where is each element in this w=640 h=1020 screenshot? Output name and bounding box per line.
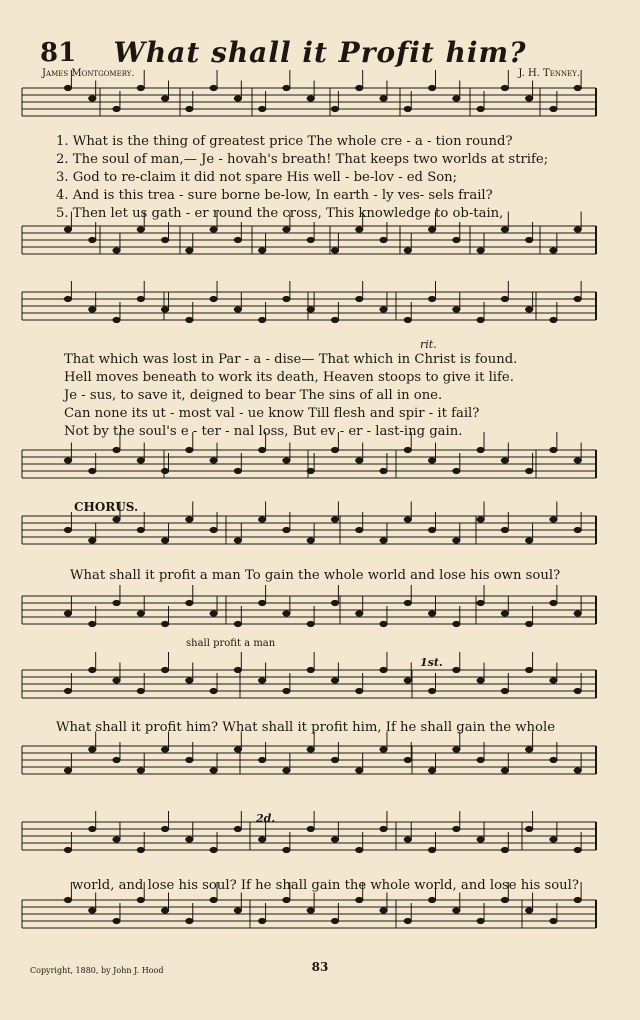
- notehead: [574, 688, 581, 693]
- notehead: [307, 908, 314, 913]
- notehead: [331, 106, 338, 111]
- notehead: [501, 611, 508, 616]
- notehead: [574, 847, 581, 852]
- composer-credit: J. H. Tenney.: [518, 68, 580, 79]
- notehead: [404, 678, 411, 683]
- notehead: [453, 468, 460, 473]
- notehead: [550, 248, 557, 253]
- notehead: [113, 317, 120, 322]
- verse-2-line-2: Hell moves beneath to work its death, Heaven stoops to give it life.: [64, 370, 514, 385]
- notehead: [64, 527, 71, 532]
- notehead: [477, 517, 484, 522]
- notehead: [186, 918, 193, 923]
- notehead: [477, 678, 484, 683]
- notehead: [550, 317, 557, 322]
- notehead: [356, 897, 363, 902]
- notehead: [453, 826, 460, 831]
- notehead: [550, 918, 557, 923]
- notehead: [210, 688, 217, 693]
- chorus-lyric-line-2: What shall it profit him? What shall it profit him, If he shall gain the whole: [56, 720, 556, 735]
- notehead: [331, 678, 338, 683]
- hymn-title: What shall it Profit him?: [113, 36, 527, 69]
- notehead: [526, 307, 533, 312]
- notehead: [453, 307, 460, 312]
- notehead: [331, 517, 338, 522]
- notehead: [501, 85, 508, 90]
- notehead: [574, 768, 581, 773]
- notehead: [453, 667, 460, 672]
- notehead: [477, 106, 484, 111]
- notehead: [234, 307, 241, 312]
- notehead: [283, 768, 290, 773]
- notehead: [234, 621, 241, 626]
- notehead: [404, 600, 411, 605]
- notehead: [453, 747, 460, 752]
- notehead: [137, 85, 144, 90]
- notehead: [234, 826, 241, 831]
- notehead: [526, 908, 533, 913]
- notehead: [477, 317, 484, 322]
- notehead: [64, 227, 71, 232]
- ritardando-marking: rit.: [420, 338, 437, 351]
- notehead: [331, 757, 338, 762]
- notehead: [501, 227, 508, 232]
- notehead: [89, 307, 96, 312]
- notehead: [307, 307, 314, 312]
- notehead: [89, 237, 96, 242]
- notehead: [89, 908, 96, 913]
- notehead: [428, 611, 435, 616]
- notehead: [526, 747, 533, 752]
- notehead: [259, 317, 266, 322]
- notehead: [404, 517, 411, 522]
- notehead: [89, 96, 96, 101]
- notehead: [64, 611, 71, 616]
- notehead: [501, 768, 508, 773]
- notehead: [161, 908, 168, 913]
- notehead: [380, 538, 387, 543]
- notehead: [404, 837, 411, 842]
- notehead: [137, 611, 144, 616]
- notehead: [501, 296, 508, 301]
- notehead: [283, 296, 290, 301]
- verse-5-line-1: 5. Then let us gath - er round the cross, This knowledge to ob-tain,: [56, 206, 504, 221]
- notehead: [137, 847, 144, 852]
- notehead: [307, 468, 314, 473]
- notehead: [331, 837, 338, 842]
- notehead: [89, 826, 96, 831]
- notehead: [526, 621, 533, 626]
- notehead: [550, 600, 557, 605]
- notehead: [186, 600, 193, 605]
- notehead: [356, 847, 363, 852]
- first-ending-marker: 1st.: [420, 656, 443, 669]
- notehead: [307, 667, 314, 672]
- notehead: [501, 847, 508, 852]
- notehead: [259, 678, 266, 683]
- notehead: [331, 918, 338, 923]
- notehead: [137, 227, 144, 232]
- notehead: [356, 527, 363, 532]
- notehead: [404, 447, 411, 452]
- notehead: [161, 468, 168, 473]
- notehead: [356, 458, 363, 463]
- notehead: [64, 458, 71, 463]
- notehead: [428, 296, 435, 301]
- notehead: [428, 527, 435, 532]
- notehead: [428, 768, 435, 773]
- notehead: [161, 96, 168, 101]
- notehead: [259, 837, 266, 842]
- notehead: [428, 847, 435, 852]
- author-credit: James Montgomery.: [42, 68, 135, 79]
- notehead: [477, 837, 484, 842]
- notehead: [210, 458, 217, 463]
- notehead: [89, 538, 96, 543]
- notehead: [477, 918, 484, 923]
- notehead: [404, 106, 411, 111]
- notehead: [64, 85, 71, 90]
- notehead: [453, 96, 460, 101]
- notehead: [137, 296, 144, 301]
- notehead: [234, 96, 241, 101]
- notehead: [356, 611, 363, 616]
- notehead: [380, 468, 387, 473]
- notehead: [186, 248, 193, 253]
- chorus-lyric-line-3: world, and lose his soul? If he shall gain the whole world, and lose his soul?: [72, 878, 579, 893]
- notehead: [356, 688, 363, 693]
- notehead: [186, 106, 193, 111]
- notehead: [113, 447, 120, 452]
- notehead: [210, 296, 217, 301]
- notehead: [161, 667, 168, 672]
- notehead: [477, 447, 484, 452]
- notehead: [550, 447, 557, 452]
- notehead: [234, 237, 241, 242]
- notehead: [259, 248, 266, 253]
- notehead: [307, 538, 314, 543]
- notehead: [283, 527, 290, 532]
- notehead: [526, 538, 533, 543]
- notehead: [259, 600, 266, 605]
- verse-1-line-2: That which was lost in Par - a - dise— That which in Christ is found.: [64, 352, 518, 367]
- notehead: [428, 85, 435, 90]
- notehead: [307, 237, 314, 242]
- notehead: [574, 897, 581, 902]
- notehead: [234, 747, 241, 752]
- notehead: [210, 847, 217, 852]
- notehead: [356, 85, 363, 90]
- notehead: [380, 667, 387, 672]
- notehead: [89, 747, 96, 752]
- notehead: [453, 908, 460, 913]
- page-number: 83: [311, 960, 329, 974]
- notehead: [210, 611, 217, 616]
- notehead: [113, 757, 120, 762]
- notehead: [526, 667, 533, 672]
- notehead: [64, 768, 71, 773]
- second-ending-marker: 2d.: [256, 812, 276, 825]
- notehead: [137, 897, 144, 902]
- notehead: [137, 527, 144, 532]
- hymn-number: 81: [40, 38, 77, 68]
- notehead: [428, 227, 435, 232]
- notehead: [331, 317, 338, 322]
- verse-2-line-1: 2. The soul of man,— Je - hovah's breath! That keeps two worlds at strife;: [56, 152, 549, 167]
- notehead: [89, 621, 96, 626]
- notehead: [210, 227, 217, 232]
- notehead: [380, 307, 387, 312]
- notehead: [283, 688, 290, 693]
- notehead: [428, 688, 435, 693]
- notehead: [453, 538, 460, 543]
- notehead: [501, 458, 508, 463]
- verse-3-line-2: Je - sus, to save it, deigned to bear The sins of all in one.: [64, 388, 443, 403]
- notehead: [501, 897, 508, 902]
- verse-5-line-2: Not by the soul's e - ter - nal loss, But ev - er - last-ing gain.: [64, 424, 463, 439]
- notehead: [137, 768, 144, 773]
- notehead: [501, 688, 508, 693]
- chorus-lyric-line-1: What shall it profit a man To gain the whole world and lose his own soul?: [70, 568, 561, 583]
- verse-3-line-1: 3. God to re-claim it did not spare His well - be-lov - ed Son;: [56, 170, 458, 185]
- notehead: [64, 847, 71, 852]
- notehead: [137, 458, 144, 463]
- notehead: [113, 248, 120, 253]
- notehead: [477, 757, 484, 762]
- notehead: [331, 600, 338, 605]
- notehead: [526, 826, 533, 831]
- notehead: [550, 837, 557, 842]
- notehead: [64, 296, 71, 301]
- notehead: [501, 527, 508, 532]
- verse-4-line-2: Can none its ut - most val - ue know Till flesh and spir - it fail?: [64, 406, 480, 421]
- notehead: [186, 447, 193, 452]
- notehead: [283, 227, 290, 232]
- notehead: [356, 768, 363, 773]
- notehead: [259, 106, 266, 111]
- notehead: [380, 621, 387, 626]
- notehead: [186, 317, 193, 322]
- notehead: [283, 897, 290, 902]
- notehead: [283, 847, 290, 852]
- notehead: [113, 918, 120, 923]
- notehead: [307, 747, 314, 752]
- notehead: [356, 227, 363, 232]
- notehead: [477, 248, 484, 253]
- notehead: [161, 826, 168, 831]
- bass-echo-lyric: shall profit a man: [186, 638, 276, 649]
- notehead: [307, 826, 314, 831]
- notehead: [428, 897, 435, 902]
- notehead: [113, 678, 120, 683]
- verse-4-line-1: 4. And is this trea - sure borne be-low, In earth - ly ves- sels frail?: [56, 188, 493, 203]
- notehead: [161, 747, 168, 752]
- notehead: [283, 458, 290, 463]
- notehead: [404, 317, 411, 322]
- notehead: [404, 248, 411, 253]
- notehead: [380, 747, 387, 752]
- notehead: [574, 527, 581, 532]
- copyright-notice: Copyright, 1880, by John J. Hood: [30, 966, 164, 975]
- notehead: [526, 237, 533, 242]
- notehead: [89, 468, 96, 473]
- notehead: [113, 106, 120, 111]
- notehead: [259, 918, 266, 923]
- notehead: [428, 458, 435, 463]
- notehead: [550, 106, 557, 111]
- notehead: [574, 85, 581, 90]
- notehead: [234, 908, 241, 913]
- notehead: [574, 227, 581, 232]
- notehead: [161, 237, 168, 242]
- notehead: [380, 237, 387, 242]
- notehead: [113, 837, 120, 842]
- notehead: [210, 897, 217, 902]
- notehead: [113, 600, 120, 605]
- notehead: [453, 621, 460, 626]
- notehead: [453, 237, 460, 242]
- notehead: [307, 621, 314, 626]
- notehead: [283, 611, 290, 616]
- notehead: [331, 447, 338, 452]
- notehead: [574, 611, 581, 616]
- notehead: [234, 468, 241, 473]
- notehead: [210, 527, 217, 532]
- verse-1-line-1: 1. What is the thing of greatest price The whole cre - a - tion round?: [56, 134, 513, 149]
- notehead: [186, 757, 193, 762]
- notehead: [526, 96, 533, 101]
- notehead: [550, 678, 557, 683]
- notehead: [210, 768, 217, 773]
- notehead: [550, 757, 557, 762]
- notehead: [64, 897, 71, 902]
- notehead: [331, 248, 338, 253]
- notehead: [161, 621, 168, 626]
- notehead: [259, 757, 266, 762]
- notehead: [574, 458, 581, 463]
- notehead: [137, 688, 144, 693]
- notehead: [356, 296, 363, 301]
- notehead: [259, 517, 266, 522]
- notehead: [64, 688, 71, 693]
- notehead: [283, 85, 290, 90]
- notehead: [210, 85, 217, 90]
- chorus-label: CHORUS.: [74, 500, 139, 514]
- notehead: [477, 600, 484, 605]
- notehead: [113, 517, 120, 522]
- notehead: [574, 296, 581, 301]
- notehead: [234, 538, 241, 543]
- notehead: [89, 667, 96, 672]
- notehead: [161, 307, 168, 312]
- notehead: [380, 908, 387, 913]
- notehead: [259, 447, 266, 452]
- notehead: [186, 517, 193, 522]
- notehead: [404, 757, 411, 762]
- notehead: [307, 96, 314, 101]
- notehead: [550, 517, 557, 522]
- notehead: [380, 826, 387, 831]
- notehead: [186, 678, 193, 683]
- notehead: [186, 837, 193, 842]
- notehead: [161, 538, 168, 543]
- notehead: [234, 667, 241, 672]
- notehead: [526, 468, 533, 473]
- notehead: [380, 96, 387, 101]
- notehead: [404, 918, 411, 923]
